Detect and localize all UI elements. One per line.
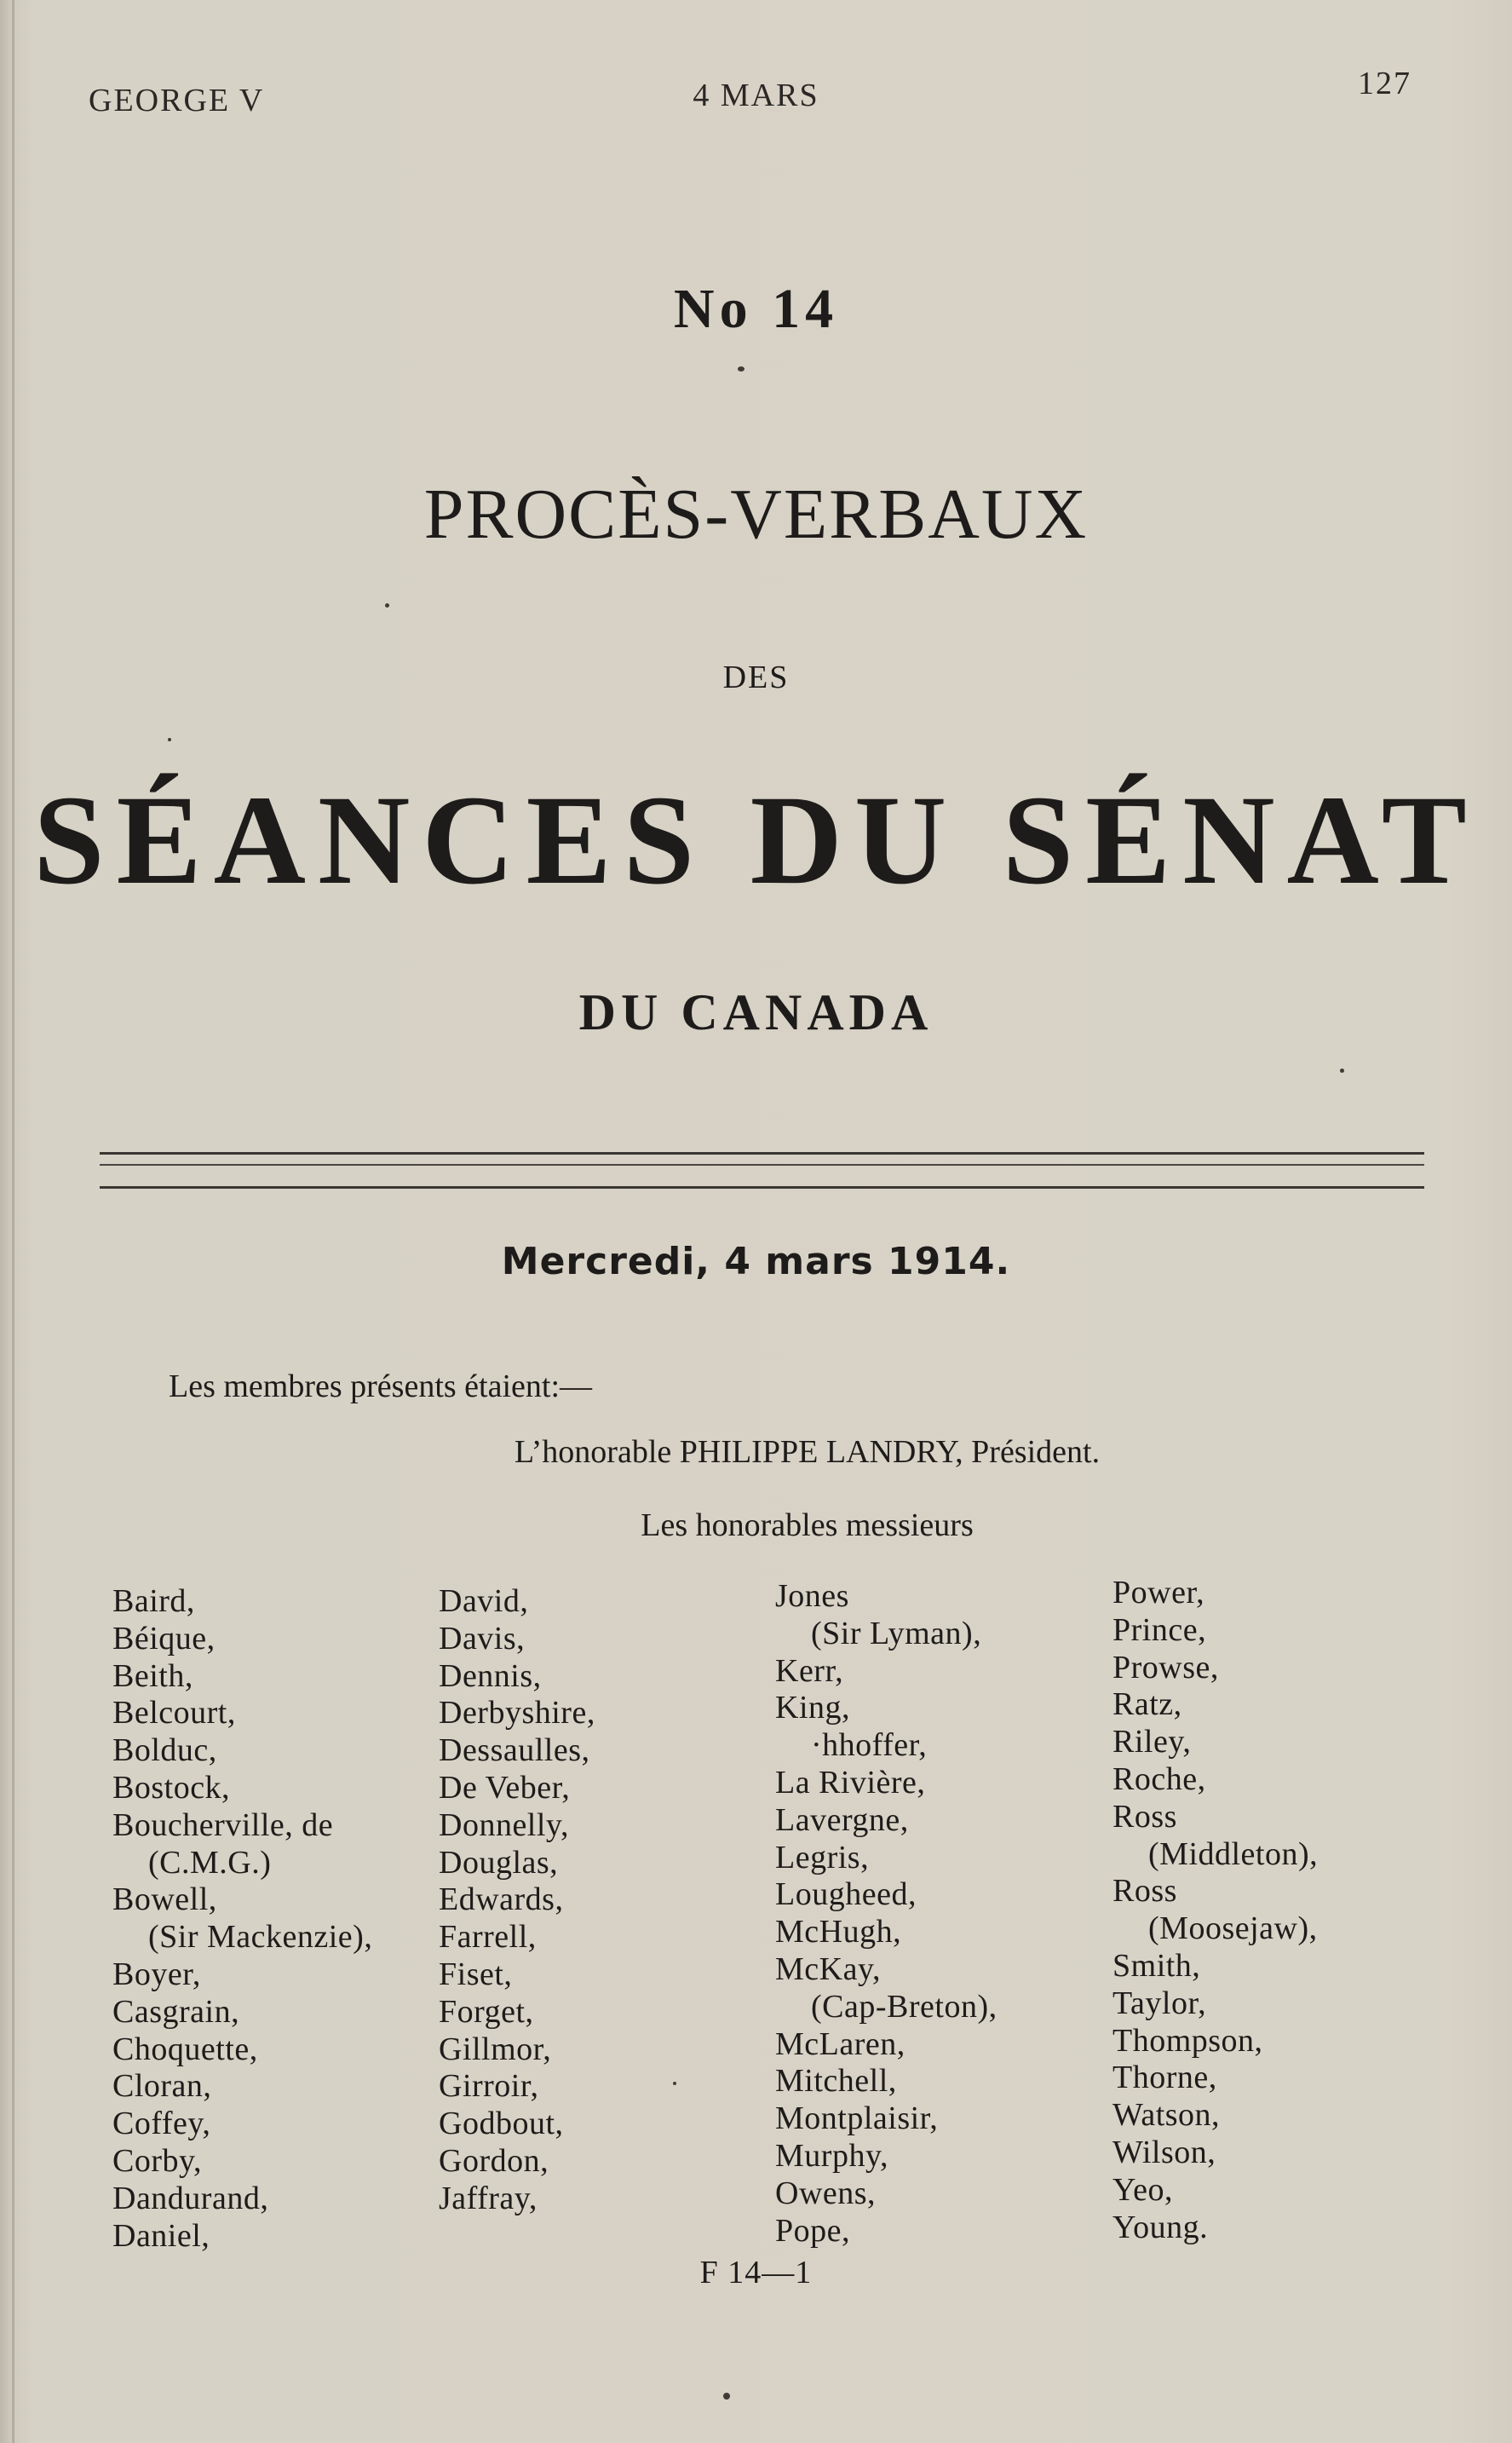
member-name: Riley, xyxy=(1112,1724,1192,1760)
member-name: Boucherville, de xyxy=(112,1806,334,1843)
members-column-1 xyxy=(112,1583,372,2255)
member-name: Wilson, xyxy=(1112,2134,1216,2170)
member-name: Daniel, xyxy=(112,2217,210,2254)
member-name: Davis, xyxy=(439,1620,526,1657)
member-name: Young. xyxy=(1112,2209,1209,2245)
member-name: Derbyshire, xyxy=(439,1695,595,1731)
member-name: Belcourt, xyxy=(112,1695,236,1731)
member-name: La Rivière, xyxy=(775,1764,926,1801)
members-column-3 xyxy=(775,1578,997,2250)
member-name: De Veber, xyxy=(439,1769,571,1806)
member-name: Power, xyxy=(1112,1575,1205,1610)
member-name-continuation: (Sir Mackenzie), xyxy=(148,1919,373,1956)
member-name: Bolduc, xyxy=(112,1732,217,1769)
member-name: Taylor, xyxy=(1112,1985,1207,2021)
member-name: Girroir, xyxy=(439,2068,539,2105)
member-name: Yeo, xyxy=(1112,2171,1174,2208)
member-name-continuation: (Cap-Breton), xyxy=(811,1988,997,2025)
member-name: Baird, xyxy=(112,1583,195,1619)
member-name: Bostock, xyxy=(112,1769,231,1806)
member-name: Montplaisir, xyxy=(775,2100,939,2137)
title-seances-du-senat: SÉANCES DU SÉNAT xyxy=(33,769,1479,911)
member-name: Choquette, xyxy=(112,2031,258,2067)
member-name: McHugh, xyxy=(775,1914,902,1950)
member-name-continuation: (Middleton), xyxy=(1148,1835,1319,1872)
title-des: DES xyxy=(722,660,790,695)
member-name: Ross xyxy=(1112,1873,1177,1910)
session-date: Mercredi, 4 mars 1914. xyxy=(501,1240,1011,1283)
member-name: Prowse, xyxy=(1112,1649,1219,1685)
member-name: Legris, xyxy=(775,1839,870,1875)
member-name: Thorne, xyxy=(1112,2060,1217,2096)
member-name: Cloran, xyxy=(112,2068,212,2105)
member-name: Corby, xyxy=(112,2142,203,2179)
member-name: Lougheed, xyxy=(775,1876,917,1913)
members-column-4 xyxy=(1112,1575,1318,2246)
member-name: Béique, xyxy=(112,1620,216,1657)
member-name: Bowell, xyxy=(112,1881,217,1918)
member-name: Donnelly, xyxy=(439,1806,569,1843)
ink-speck xyxy=(168,738,171,741)
divider-rule-middle xyxy=(100,1164,1424,1166)
member-name: Edwards, xyxy=(439,1881,564,1918)
member-name-continuation: (Sir Lyman), xyxy=(811,1615,982,1651)
member-name: Prince, xyxy=(1112,1611,1207,1648)
divider-rule-top xyxy=(100,1152,1424,1155)
member-name: Dessaulles, xyxy=(439,1732,590,1769)
member-name: Dennis, xyxy=(439,1657,542,1694)
ink-speck xyxy=(723,2393,730,2400)
member-name: Watson, xyxy=(1112,2097,1221,2134)
member-name: Godbout, xyxy=(439,2106,564,2142)
title-proces-verbaux: PROCÈS-VERBAUX xyxy=(423,475,1089,554)
member-name: Roche, xyxy=(1112,1760,1206,1797)
honorables-heading: Les honorables messieurs xyxy=(641,1507,974,1543)
member-name: Beith, xyxy=(112,1657,193,1694)
member-name: ·hhoffer, xyxy=(811,1727,928,1764)
member-name: Farrell, xyxy=(439,1919,537,1956)
member-name: Fiset, xyxy=(439,1956,513,1992)
member-name: Forget, xyxy=(439,1993,534,2030)
member-name: McKay, xyxy=(775,1950,881,1987)
member-name: Kerr, xyxy=(775,1652,844,1689)
member-name: Jaffray, xyxy=(439,2180,538,2216)
member-name: David, xyxy=(439,1583,529,1619)
ink-speck xyxy=(738,366,745,372)
ink-speck xyxy=(673,2082,676,2085)
member-name: Mitchell, xyxy=(775,2063,897,2100)
binding-gutter xyxy=(12,0,14,2443)
member-name: Murphy, xyxy=(775,2137,888,2174)
member-name: Dandurand, xyxy=(112,2180,269,2216)
member-name: Ratz, xyxy=(1112,1686,1182,1723)
member-name: King, xyxy=(775,1690,850,1726)
member-name: Gordon, xyxy=(439,2142,549,2179)
president-line: L’honorable PHILIPPE LANDRY, Président. xyxy=(514,1434,1101,1470)
member-name: Gillmor, xyxy=(439,2031,552,2067)
member-name: Douglas, xyxy=(439,1844,559,1881)
member-name: Pope, xyxy=(775,2212,850,2249)
members-column-2 xyxy=(439,1583,595,2218)
printer-signature-mark: F 14—1 xyxy=(699,2255,813,2290)
member-name-continuation: (C.M.G.) xyxy=(148,1844,272,1881)
issue-number: No 14 xyxy=(673,278,839,340)
ink-speck xyxy=(385,603,389,608)
member-name: Thompson, xyxy=(1112,2022,1263,2059)
member-name: McLaren, xyxy=(775,2025,905,2062)
members-intro: Les membres présents étaient:— xyxy=(169,1368,593,1404)
member-name: Jones xyxy=(775,1578,849,1614)
page-number: 127 xyxy=(1358,66,1411,101)
member-name: Coffey, xyxy=(112,2106,211,2142)
running-head-left: GEORGE V xyxy=(89,83,265,118)
member-name: Owens, xyxy=(775,2175,877,2211)
member-name: Smith, xyxy=(1112,1947,1201,1984)
running-head-center: 4 MARS xyxy=(693,78,819,113)
member-name: Boyer, xyxy=(112,1956,201,1992)
title-du-canada: DU CANADA xyxy=(578,984,934,1040)
member-name-continuation: (Moosejaw), xyxy=(1148,1910,1318,1947)
member-name: Casgrain, xyxy=(112,1993,240,2030)
divider-rule-bottom xyxy=(100,1186,1424,1189)
ink-speck xyxy=(1340,1069,1344,1073)
member-name: Ross xyxy=(1112,1798,1177,1835)
member-name: Lavergne, xyxy=(775,1801,909,1838)
